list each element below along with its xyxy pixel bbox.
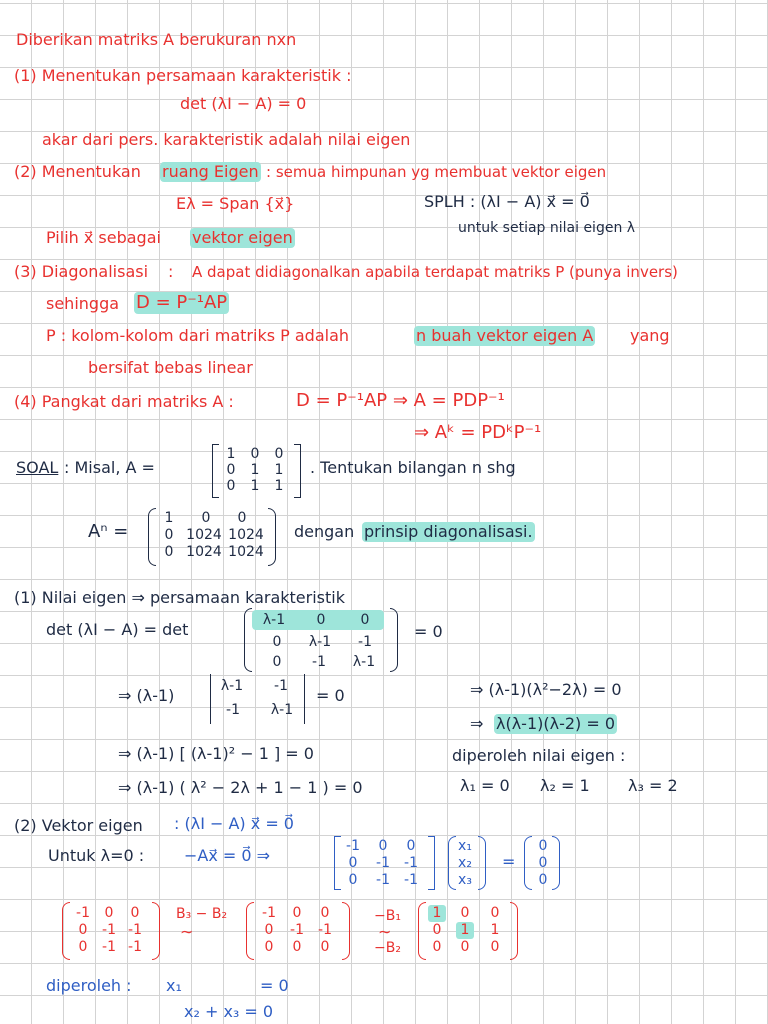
- s1-note: akar dari pers. karakteristik adalah nilai eigen: [42, 130, 411, 149]
- p2-x1: x₁: [166, 976, 182, 995]
- p2-z-cell: 0: [538, 838, 548, 854]
- r2-cell: -1: [262, 905, 276, 921]
- matrix-a-right-bracket: [294, 444, 301, 498]
- matrix-b-cell: 1024: [228, 544, 264, 560]
- p1-matrix-cell: -1: [358, 634, 372, 650]
- r3-cell: 0: [432, 939, 442, 955]
- p2-z-cell: 0: [538, 855, 548, 871]
- r2-cell: -1: [290, 922, 304, 938]
- p1-matrix-cell: λ-1: [352, 654, 376, 670]
- matrix-a-cell: 1: [250, 478, 260, 494]
- p1-equals-zero: = 0: [414, 622, 443, 641]
- p1-result1: ⇒ (λ-1)(λ²−2λ) = 0: [470, 680, 622, 699]
- r1-cell: -1: [102, 922, 116, 938]
- s3-description: A dapat didiagonalkan apabila terdapat matriks P (punya invers): [192, 263, 678, 281]
- p1-det-cell: λ-1: [270, 702, 294, 718]
- s1-title: (1) Menentukan persamaan karakteristik :: [14, 66, 352, 85]
- s3-p-label: P : kolom-kolom dari matriks P adalah: [46, 326, 350, 345]
- r3-cell: 0: [432, 922, 442, 938]
- s2-description: : semua himpunan yg membuat vektor eigen: [266, 163, 607, 181]
- s3-number: (3) Diagonalisasi: [14, 262, 149, 281]
- p1-matrix-cell: -1: [312, 654, 326, 670]
- matrix-a-cell: 1: [274, 478, 284, 494]
- matrix-b-cell: 0: [164, 544, 174, 560]
- r3-cell: 0: [490, 939, 500, 955]
- r2-cell: 0: [264, 922, 274, 938]
- r2-right-paren: [342, 902, 350, 960]
- matrix-b-right-bracket: [268, 508, 276, 566]
- p2-x-right-paren: [478, 836, 486, 890]
- r3-cell: 1: [490, 922, 500, 938]
- matrix-b-cell: 1024: [186, 544, 222, 560]
- p1-matrix-cell: λ-1: [308, 634, 332, 650]
- s3-sehingga: sehingga: [46, 294, 120, 313]
- matrix-a-cell: 0: [226, 462, 236, 478]
- p1-step3: ⇒ (λ-1) ( λ² − 2λ + 1 − 1 ) = 0: [118, 778, 363, 797]
- p2-x-cell: x₁: [458, 838, 472, 854]
- r3-cell: 1: [432, 905, 442, 921]
- matrix-b-cell: 0: [237, 510, 247, 526]
- r2-cell: 0: [264, 939, 274, 955]
- p1-result2: λ(λ-1)(λ-2) = 0: [496, 714, 616, 733]
- p2-title: (2) Vektor eigen: [14, 816, 143, 835]
- p1-title: (1) Nilai eigen ⇒ persamaan karakteristik: [14, 588, 345, 607]
- p2-ax-zero: −Ax⃗ = 0⃗ ⇒: [184, 846, 271, 865]
- matrix-b-cell: 1: [164, 510, 174, 526]
- r1-cell: 0: [130, 905, 140, 921]
- p1-det-cell: -1: [226, 702, 240, 718]
- r1-cell: -1: [128, 939, 142, 955]
- p1-det-right-bar: [304, 674, 305, 724]
- p2-equation: : (λI − A) x⃗ = 0⃗: [174, 814, 294, 833]
- s2-ruang-eigen: ruang Eigen: [162, 162, 259, 181]
- row-op-2-tilde: ∼: [378, 922, 392, 941]
- s4-title: (4) Pangkat dari matriks A :: [14, 392, 234, 411]
- p1-step1-zero: = 0: [316, 686, 345, 705]
- p2-n-cell: -1: [404, 855, 418, 871]
- soal-misal: : Misal, A =: [64, 458, 155, 477]
- p2-n-cell: 0: [378, 838, 388, 854]
- s3-yang: yang: [630, 326, 670, 345]
- p2-z-right-paren: [552, 836, 560, 890]
- s3-bersifat: bersifat bebas linear: [88, 358, 253, 377]
- p2-equals: =: [502, 852, 516, 871]
- p1-step2: ⇒ (λ-1) [ (λ-1)² − 1 ] = 0: [118, 744, 314, 763]
- p1-matrix-cell: 0: [360, 612, 370, 628]
- p2-x1-value: = 0: [260, 976, 289, 995]
- eigenvalue-1: λ₁ = 0: [460, 776, 510, 795]
- p2-n-cell: 0: [406, 838, 416, 854]
- p1-matrix-right-paren: [390, 608, 398, 672]
- soal-dengan: dengan: [294, 522, 355, 541]
- p2-x-cell: x₃: [458, 872, 472, 888]
- r1-cell: -1: [76, 905, 90, 921]
- r1-left-paren: [62, 902, 70, 960]
- matrix-b-cell: 0: [164, 527, 174, 543]
- row-op-2a: −B₁: [374, 908, 401, 924]
- r2-left-paren: [246, 902, 254, 960]
- p1-det-left-bar: [210, 674, 211, 724]
- row-op-1: B₃ − B₂: [176, 906, 228, 922]
- p2-untuk: Untuk λ=0 :: [48, 846, 145, 865]
- r3-cell: 1: [460, 922, 470, 938]
- s2-number: (2) Menentukan: [14, 162, 141, 181]
- intro-text: Diberikan matriks A berukuran nxn: [16, 30, 297, 49]
- soal-tentukan: . Tentukan bilangan n shg: [310, 458, 516, 477]
- p1-matrix-cell: 0: [272, 654, 282, 670]
- p1-matrix-cell: 0: [316, 612, 326, 628]
- r1-cell: 0: [78, 939, 88, 955]
- p2-n-cell: -1: [346, 838, 360, 854]
- matrix-a-cell: 0: [274, 446, 284, 462]
- r2-cell: 0: [320, 939, 330, 955]
- p1-det-label: det (λI − A) = det: [46, 620, 189, 639]
- p2-n-cell: 0: [348, 872, 358, 888]
- soal-prinsip: prinsip diagonalisasi.: [364, 522, 533, 541]
- r3-cell: 0: [460, 905, 470, 921]
- s3-n-vectors: n buah vektor eigen A: [416, 326, 594, 345]
- p1-det-cell: λ-1: [220, 678, 244, 694]
- p1-matrix-cell: 0: [272, 634, 282, 650]
- eigenvalue-2: λ₂ = 1: [540, 776, 590, 795]
- s4-eq1: D = P⁻¹AP ⇒ A = PDP⁻¹: [296, 390, 505, 411]
- matrix-b-cell: 1024: [228, 527, 264, 543]
- p2-n-cell: -1: [376, 855, 390, 871]
- r1-cell: 0: [104, 905, 114, 921]
- p2-z-cell: 0: [538, 872, 548, 888]
- matrix-b-left-bracket: [148, 508, 156, 566]
- p2-n-cell: -1: [404, 872, 418, 888]
- p1-result2-arrow: ⇒: [470, 714, 484, 733]
- s2-pilih: Pilih x⃗ sebagai: [46, 228, 161, 247]
- p2-n-cell: 0: [348, 855, 358, 871]
- matrix-a-cell: 1: [250, 462, 260, 478]
- s2-untuk: untuk setiap nilai eigen λ: [458, 220, 636, 236]
- r2-cell: -1: [318, 922, 332, 938]
- p1-diperoleh: diperoleh nilai eigen :: [452, 746, 626, 765]
- matrix-a-cell: 1: [226, 446, 236, 462]
- p2-n-cell: -1: [376, 872, 390, 888]
- r1-cell: -1: [128, 922, 142, 938]
- s2-splh: SPLH : (λI − A) x⃗ = 0⃗: [424, 192, 590, 211]
- s2-espan: Eλ = Span {x⃗}: [176, 194, 295, 213]
- r1-cell: 0: [78, 922, 88, 938]
- eigenvalue-3: λ₃ = 2: [628, 776, 678, 795]
- r3-right-paren: [510, 902, 518, 960]
- s3-d-equation: D = P⁻¹AP: [136, 292, 228, 313]
- r3-cell: 0: [490, 905, 500, 921]
- s3-colon: :: [168, 262, 174, 281]
- matrix-b-cell: 0: [201, 510, 211, 526]
- row-op-1-tilde: ∼: [180, 922, 194, 941]
- r2-cell: 0: [292, 905, 302, 921]
- matrix-a-cell: 0: [250, 446, 260, 462]
- r2-cell: 0: [292, 939, 302, 955]
- p2-n-right-bracket: [428, 836, 435, 890]
- r1-cell: -1: [102, 939, 116, 955]
- s4-eq2: ⇒ Aᵏ = PDᵏP⁻¹: [414, 422, 542, 443]
- s2-vektor-eigen: vektor eigen: [192, 228, 293, 247]
- p2-diperoleh: diperoleh :: [46, 976, 132, 995]
- p1-step1-factor: ⇒ (λ-1): [118, 686, 175, 705]
- matrix-b-cell: 1024: [186, 527, 222, 543]
- soal-label: SOAL: [16, 458, 59, 477]
- matrix-a-cell: 1: [274, 462, 284, 478]
- p2-x-cell: x₂: [458, 855, 472, 871]
- p1-matrix-cell: λ-1: [262, 612, 286, 628]
- row-op-2b: −B₂: [374, 940, 401, 956]
- p1-matrix-left-paren: [244, 608, 252, 672]
- p1-det-cell: -1: [274, 678, 288, 694]
- p2-x2-x3: x₂ + x₃ = 0: [184, 1002, 274, 1021]
- soal-a-power-n: Aⁿ =: [88, 521, 129, 542]
- r3-cell: 0: [460, 939, 470, 955]
- r1-right-paren: [152, 902, 160, 960]
- r2-cell: 0: [320, 905, 330, 921]
- matrix-a-cell: 0: [226, 478, 236, 494]
- s1-equation: det (λI − A) = 0: [180, 94, 307, 113]
